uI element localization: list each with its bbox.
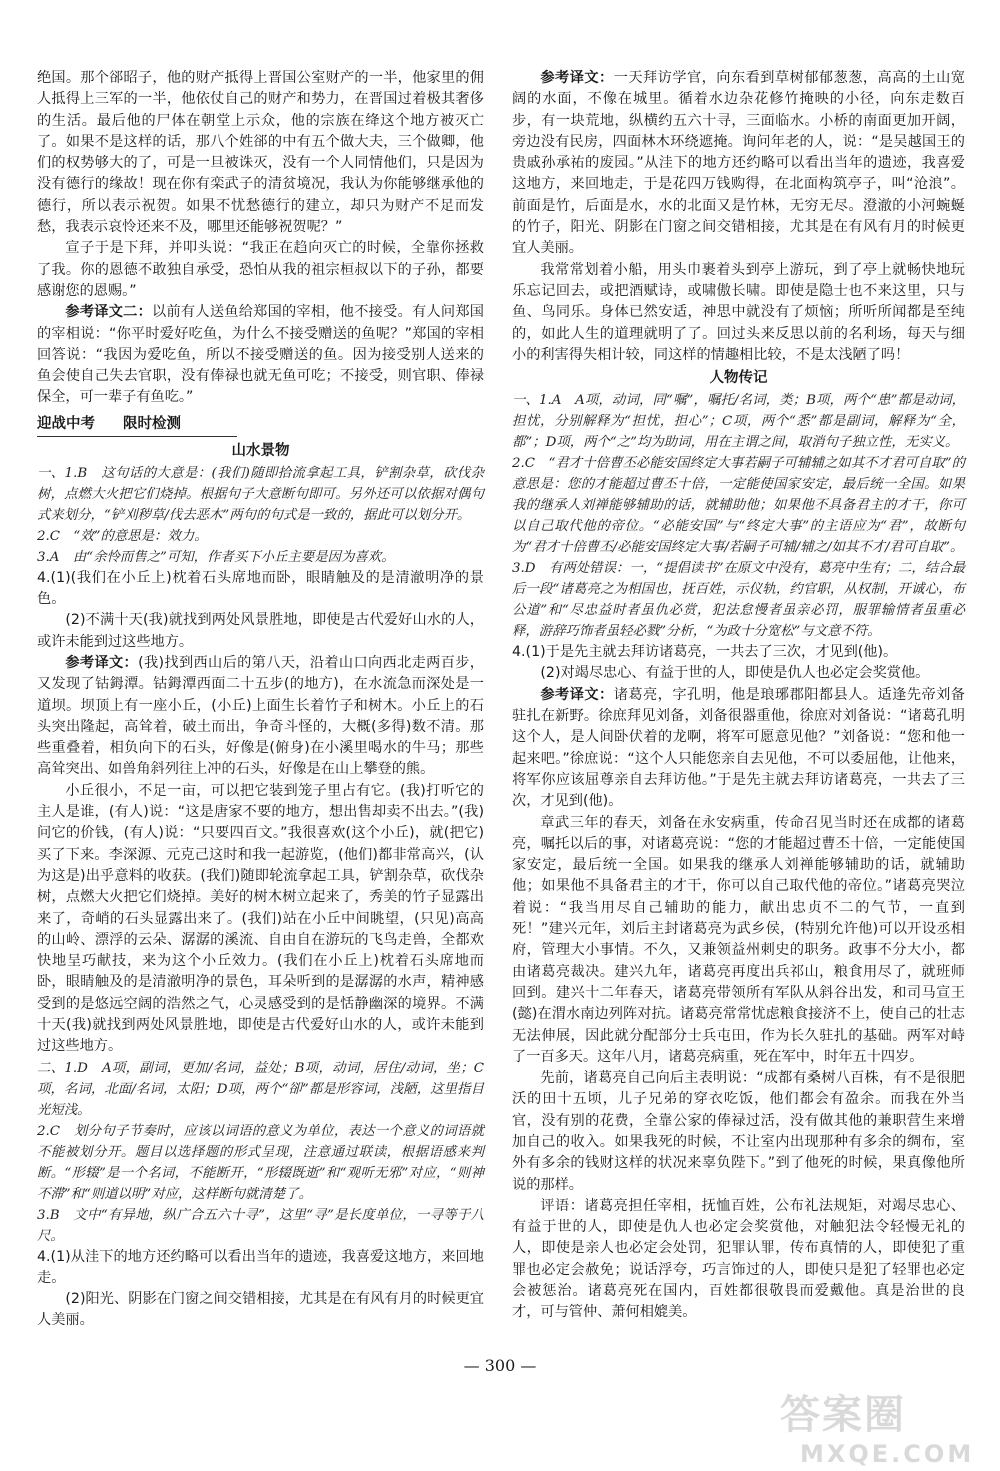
- left-column: [37, 68, 484, 1332]
- answer: (2)不满十天(我)就找到两处风景胜地，即使是古代爱好山水的人，或许未能到过这些地方。: [37, 612, 484, 650]
- answer: 2.C “效”的意思是：效力。: [37, 528, 208, 544]
- answer: 4.(1)于是先主就去拜访诸葛亮，一共去了三次，才见到(他)。: [512, 644, 898, 661]
- translation: 参考译文：诸葛亮，字孔明，他是琅琊郡阳都县人。适逢先帝刘备驻扎在新野。徐庶拜见刘备，刘备很器重他，徐庶对刘备说：“诸葛孔明这个人，是人间卧伏着的龙啊，将军可愿意见他？”刘备说：“您和他一起来吧。”徐庶说：“这个人只能您亲自去见他，不可以委屈他，让他来，将军你应该屈尊亲自去拜访他。”于是先主就去拜访诸葛亮，一共去了三次，才见到(他)。: [512, 686, 965, 810]
- answer: 3.A 由“余怜而售之”可知，作者买下小丘主要是因为喜欢。: [37, 549, 395, 565]
- answer: 2.C 划分句子节奏时，应该以词语的意义为单位，表达一个意义的词语就不能被划分开。题目以选择题的形式呈现，注意通过联读，根据语感来判断。“形辍”是一个名词，不能断开，“形辍既逝”和“观听无邪”对应，“则神不滞”和“则道以明”对应，这样断句就清楚了。: [37, 1123, 484, 1202]
- answer: (2)阳光、阴影在门窗之间交错相接，尤其是在有风有月的时候更宜人美丽。: [37, 1291, 484, 1329]
- commentary: 评语：诸葛亮担任宰相，抚恤百姓，公布礼法规矩，对竭尽忠心、有益于世的人，即使是仇人也必定会奖赏他，对触犯法令轻慢无礼的人，即使是亲人也必定会处罚，犯罪认罪，传布真情的人，即使犯了重罪也必定会赦免；说话浮夸，巧言饰过的人，即使只是犯了轻罪也必定会被惩治。诸葛亮死在国内，百姓都很敬畏而爱戴他。真是治世的良才，可与管仲、萧何相媲美。: [512, 1197, 965, 1321]
- translation: 参考译文：(我)找到西山后的第八天，沿着山口向西北走两百步，又发现了钴鉧潭。钴鉧潭西面二十五步(的地方)，在水流急而深处是一道坝。坝顶上有一座小丘，(小丘)上面生长着竹子和树木。小丘上的石头突出隆起，高耸着，破土而出，争奇斗怪的，大概(多得)数不清。那些重叠着，相负向下的石头，好像是(俯身)在小溪里喝水的牛马；那些高耸突出、如兽角斜列往上冲的石头，好像是在山上攀登的熊。: [37, 654, 484, 778]
- answer: 一、1.A A项，动词，同“嘱”，嘱托/名词，类；B项，两个“患”都是动词，担忧，分别解释为“担忧，担心”；C项，两个“悉”都是副词，解释为“全，都”；D项，两个“之”均为助词，用在主谓之间，取消句子独立性，无实义。: [512, 393, 965, 451]
- label: 参考译文二：: [65, 304, 153, 321]
- subsection-title: 山水景物: [231, 442, 290, 459]
- answer: (2)对竭尽忠心、有益于世的人，即使是仇人也必定会奖赏他。: [540, 665, 930, 682]
- watermark-logo: 答案圈 MXQE.COM: [780, 1392, 975, 1468]
- subsection-title: 人物传记: [709, 370, 768, 387]
- paragraph: 宣子于是下拜，并叩头说：“我正在趋向灭亡的时候，全靠你拯救了我。你的恩德不敢独自承受，恐怕从我的祖宗桓叔以下的子孙，都要感谢您的恩赐。”: [37, 240, 484, 299]
- page-number: — 300 —: [463, 1356, 537, 1375]
- paragraph: 参考译文二：以前有人送鱼给郑国的宰相，他不接受。有人问郑国的宰相说：“你平时爱好吃鱼，为什么不接受赠送的鱼呢？”郑国的宰相回答说：“我因为爱吃鱼，所以不接受赠送的鱼。因为接受别人送来的鱼会使自己失去官职，没有俸禄也就无鱼可吃；不接受，则官职、俸禄保全，可一辈子有鱼吃。”: [37, 304, 484, 406]
- paragraph: 绝国。那个郤昭子，他的财产抵得上晋国公室财产的一半，他家里的佣人抵得上三军的一半，他依仗自己的财产和势力，在晋国过着极其奢侈的生活。最后他的尸体在朝堂上示众，他的宗族在绛这个地方被灭亡了。如果不是这样的话，那八个姓郤的中有五个做大夫，三个做卿，他们的权势够大的了，可是一旦被诛灭，没有一个人同情他们，只是因为没有德行的缘故！现在你有栾武子的清贫境况，我认为你能够继承他的德行，所以表示祝贺。如果不忧愁德行的建立，却只为财产不足而发愁，我表示哀怜还来不及，哪里还能够祝贺呢？”: [37, 70, 484, 236]
- translation: 小丘很小，不足一亩，可以把它装到笼子里占有它。(我)打听它的主人是谁，(有人)说：“这是唐家不要的地方，想出售却卖不出去。”(我)问它的价钱，(有人)说：“只要四百文。”我很喜欢(这个小丘)，就(把它)买了下来。李深源、元克己这时和我一起游览，(他们)都非常高兴，(认为这是)出乎意料的收获。(我们)随即轮流拿起工具，铲割杂草，砍伐杂树，点燃大火把它们烧掉。美好的树木树立起来了，秀美的竹子显露出来了，奇峭的石头显露出来了。(我们)站在小丘中间眺望，(只见)高高的山岭、漂浮的云朵、潺潺的溪流、自由自在游玩的飞鸟走兽，全都欢快地呈巧献技，来为这个小丘效力。(我们在小丘上)枕着石头席地而卧，眼睛触及的是清澈明净的景色，耳朵听到的是潺潺的水声，精神感受到的是悠远空阔的浩然之气，心灵感受到的是恬静幽深的境界。不满十天(我)就找到两处风景胜地，即使是古代爱好山水的人，或许未能到过这些地方。: [37, 782, 484, 1055]
- answer: 4.(1)从洼下的地方还约略可以看出当年的遗迹，我喜爱这地方，来回地走。: [37, 1248, 484, 1286]
- translation: 先前，诸葛亮自己向后主表明说：“成都有桑树八百株，有不是很肥沃的田十五顷，儿子兄弟的穿衣吃饭，他们都会有盈余。而我在外当官，没有别的花费，全靠公家的俸禄过活，没有做其他的兼职营生来增加自己的收入。如果我死的时候，不让室内出现那种有多余的绸布，室外有多余的钱财这样的状况来辜负陛下。”到了他死的时候，果真像他所说的那样。: [512, 1070, 965, 1193]
- answer: 4.(1)(我们在小丘上)枕着石头席地而卧，眼睛触及的是清澈明净的景色。: [37, 569, 484, 608]
- translation: 我常常划着小船，用头巾裹着头到亭上游玩，到了亭上就畅快地玩乐忘记回去，或把酒赋诗，或啸傲长啸。即使是隐士也不来这里，只与鱼、鸟同乐。身体已然安适，神思中就没有了烦恼；所听所闻都是至纯的，如此人生的道理就明了了。回过头来反思以前的名利场，每天与细小的利害得失相计较，同这样的情趣相比较，不是太浅陋了吗！: [512, 261, 965, 363]
- right-column: [512, 68, 965, 1324]
- translation: 章武三年的春天，刘备在永安病重，传命召见当时还在成都的诸葛亮，嘱托以后的事，对诸葛亮说：“您的才能超过曹丕十倍，一定能使国家安定，最后统一全国。如果我的继承人刘禅能够辅助的话，就辅助他；如果他不具备君主的才干，你可以自己取代他的帝位。”诸葛亮哭泣着说：“我当用尽自己辅助的能力，献出忠贞不二的气节，一直到死！”建兴元年，刘后主封诸葛亮为武乡侯，(特别允许他)可以开设丞相府，管理大小事情。不久，又兼领益州刺史的职务。政事不分大小，都由诸葛亮裁决。建兴九年，诸葛亮再度出兵祁山，粮食用尽了，就班师回到。建兴十二年春天，诸葛亮带领所有军队从斜谷出发，和司马宣王(懿)在渭水南边列阵对抗。诸葛亮常常忧虑粮食接济不上，使自己的壮志无法伸展，因此就分配部分士兵屯田，作为长久驻扎的基础。两军对峙了一百多天。这年八月，诸葛亮病重，死在军中，时年五十四岁。: [512, 814, 965, 1065]
- answer: 3.D 有两处错误：一，“提倡读书”在原文中没有，葛亮中生有；二，结合最后一段“诸葛亮之为相国也，抚百姓，示仪轨，约官职，从权制，开诚心，布公道”和“尽忠益时者虽仇必赏，犯法怠慢者虽亲必罚，服罪输情者虽重必释，游辞巧饰者虽轻必戮”分析，“为政十分宽松”与文意不符。: [512, 561, 965, 640]
- answer: 一、1.B 这句话的大意是：(我们)随即拾流拿起工具，铲割杂草，砍伐杂树，点燃大火把它们烧掉。根据句子大意断句即可。另外还可以依据对偶句式来划分，“铲刈秽草/伐去恶木”两句的句式是一致的，据此可以划分开。: [37, 465, 484, 523]
- translation: 参考译文：一天拜访学官，向东看到草树郁郁葱葱，高高的土山宽阔的水面，不像在城里。循着水边杂花修竹掩映的小径，向东走数百步，有一块荒地，纵横约五六十寻，三面临水。小桥的南面更加开阔，旁边没有民房，四面林木环绕遮掩。询问年老的人，说：“是吴越国王的贵戚孙承祐的废园。”从洼下的地方还约略可以看出当年的遗迹，我喜爱这地方，来回地走，于是花四万钱购得，在北面构筑亭子，叫“沧浪”。前面是竹，后面是水，水的北面又是竹林，无穷无尽。澄澈的小河蜿蜒的竹子，阳光、阴影在门窗之间交错相接，尤其是在有风有月的时候更宜人美丽。: [512, 70, 965, 257]
- answer: 3.B 文中“有异地，纵广合五六十寻”，这里“寻”是长度单位，一寻等于八尺。: [37, 1207, 484, 1244]
- section-heading: 迎战中考 限时检测: [37, 413, 237, 437]
- answer: 二、1.D A项，副词，更加/名词，益处；B项，动词，居住/动词，坐；C项，名词，北面/名词，太阳；D项，两个“卻”都是形容词，浅陋，这里指目光短浅。: [37, 1060, 484, 1118]
- answer: 2.C “君才十倍曹丕必能安国终定大事若嗣子可辅辅之如其不才君可自取”的意思是：您的才能超过曹丕十倍，一定能使国家安定，最后统一全国。如果我的继承人刘禅能够辅助的话，就辅助他；如果他不具备君主的才干，你可以自己取代他的帝位。“必能安国”与“终定大事”的主语应为“君”，故断句为“君才十倍曹丕/必能安国终定大事/若嗣子可辅/辅之/如其不才/君可自取”。: [512, 456, 965, 556]
